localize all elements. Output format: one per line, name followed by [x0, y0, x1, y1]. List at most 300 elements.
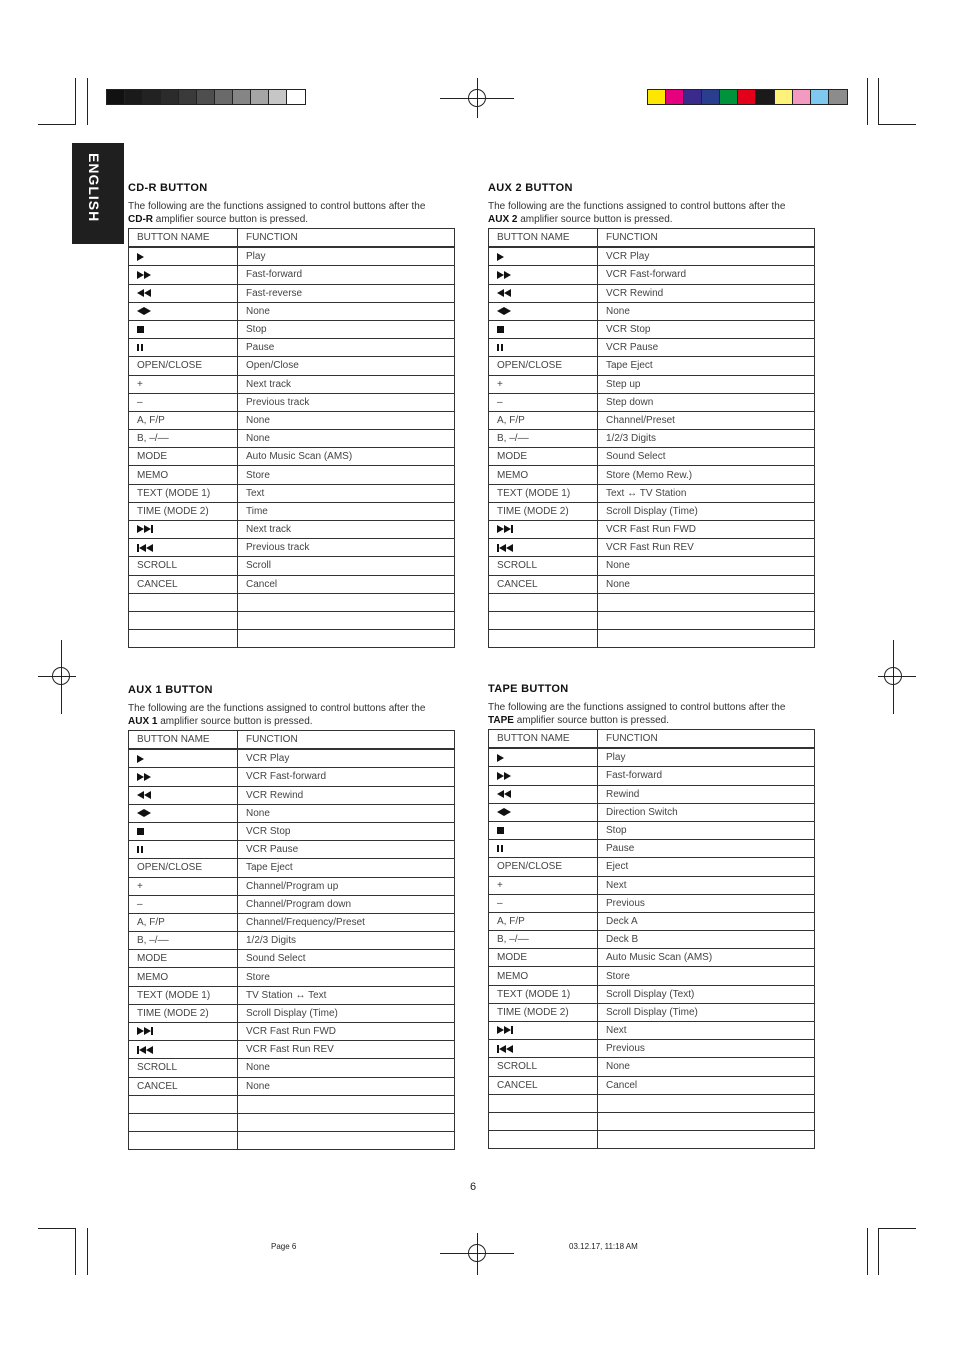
table-row: [129, 1041, 455, 1059]
function-cell: VCR Rewind: [598, 284, 815, 302]
button-name-cell: MODE: [129, 448, 238, 466]
column-header: FUNCTION: [598, 730, 815, 749]
color-swatch: [720, 90, 738, 104]
table-row: [129, 877, 455, 895]
function-cell: [598, 1094, 815, 1112]
direction-icon: [497, 808, 511, 816]
function-cell: Play: [238, 247, 455, 266]
table-row: [129, 1132, 455, 1150]
function-cell: VCR Fast Run FWD: [238, 1023, 455, 1041]
intro-text: The following are the functions assigned to control buttons after the: [128, 201, 426, 212]
table-row: [129, 932, 455, 950]
column-header: BUTTON NAME: [129, 731, 238, 750]
button-name-cell: [129, 284, 238, 302]
section-intro: [128, 702, 455, 728]
function-cell: [238, 1095, 455, 1113]
section-title: CD-R BUTTON: [128, 182, 208, 194]
intro-text: The following are the functions assigned to control buttons after the: [128, 703, 426, 714]
fast-reverse-icon: [137, 791, 151, 799]
table-row: [129, 611, 455, 629]
button-name-cell: [129, 266, 238, 284]
table-row: [129, 247, 455, 266]
function-cell: [238, 1113, 455, 1131]
section-intro: [128, 200, 455, 226]
button-name-cell: [129, 841, 238, 859]
button-name-cell: MODE: [129, 950, 238, 968]
button-name-cell: MODE: [489, 448, 598, 466]
stop-icon: [137, 828, 144, 835]
pause-icon: [497, 344, 505, 351]
button-name-cell: [489, 539, 598, 557]
button-name-cell: [489, 302, 598, 320]
button-name-cell: OPEN/CLOSE: [489, 858, 598, 876]
table-row: [129, 302, 455, 320]
direction-icon: [497, 307, 511, 315]
pause-icon: [137, 846, 145, 853]
crop-mark: [878, 124, 916, 125]
table-row: [129, 393, 455, 411]
table-row: [489, 821, 815, 839]
button-name-cell: –: [489, 894, 598, 912]
table-row: [129, 375, 455, 393]
button-name-cell: [129, 247, 238, 266]
button-name-cell: TEXT (MODE 1): [489, 484, 598, 502]
table-row: [129, 841, 455, 859]
color-swatch: [775, 90, 793, 104]
button-name-cell: B, –/––: [489, 430, 598, 448]
function-cell: Auto Music Scan (AMS): [598, 949, 815, 967]
table-row: [129, 895, 455, 913]
table-row: [129, 320, 455, 338]
crop-mark: [38, 1228, 76, 1229]
button-name-cell: [129, 1113, 238, 1131]
function-cell: VCR Fast-forward: [238, 768, 455, 786]
button-name-cell: TEXT (MODE 1): [489, 985, 598, 1003]
function-cell: Channel/Preset: [598, 411, 815, 429]
function-table: [128, 228, 455, 648]
table-row: [129, 1113, 455, 1131]
color-swatch: [197, 90, 215, 104]
intro-text: amplifier source button is pressed.: [516, 715, 670, 726]
button-name-cell: [489, 266, 598, 284]
footer-page: Page 6: [271, 1242, 297, 1251]
button-name-cell: B, –/––: [489, 931, 598, 949]
function-cell: [238, 1132, 455, 1150]
function-cell: Store: [238, 968, 455, 986]
button-name-cell: [489, 339, 598, 357]
intro-source: TAPE: [488, 715, 514, 726]
function-cell: Scroll Display (Text): [598, 985, 815, 1003]
button-name-cell: [129, 339, 238, 357]
color-swatch: [702, 90, 720, 104]
direction-icon: [137, 809, 151, 817]
table-header: [129, 731, 455, 750]
grayscale-bar: [106, 89, 306, 105]
function-cell: None: [598, 1058, 815, 1076]
section-intro: [488, 200, 815, 226]
button-name-cell: [129, 611, 238, 629]
button-name-cell: [489, 247, 598, 266]
skip-previous-icon: [497, 1045, 513, 1053]
function-cell: Stop: [238, 320, 455, 338]
column-header: BUTTON NAME: [129, 229, 238, 248]
function-cell: Text ↔ TV Station: [598, 484, 815, 502]
table-row: [489, 502, 815, 520]
crop-mark: [878, 1228, 879, 1275]
table-row: [129, 950, 455, 968]
column-header: BUTTON NAME: [489, 229, 598, 248]
table-row: [489, 876, 815, 894]
table-row: [489, 985, 815, 1003]
table-row: [129, 786, 455, 804]
fast-forward-icon: [497, 772, 511, 780]
table-row: [489, 748, 815, 767]
cdr-section: [128, 182, 455, 648]
intro-source: CD-R: [128, 214, 153, 225]
button-name-cell: SCROLL: [129, 557, 238, 575]
button-name-cell: –: [129, 895, 238, 913]
button-name-cell: [489, 1022, 598, 1040]
function-cell: Next track: [238, 521, 455, 539]
button-name-cell: [129, 1041, 238, 1059]
table-row: [489, 575, 815, 593]
function-cell: Cancel: [598, 1076, 815, 1094]
button-name-cell: [129, 786, 238, 804]
button-name-cell: [129, 1023, 238, 1041]
button-name-cell: [129, 822, 238, 840]
function-cell: [598, 1131, 815, 1149]
tape-section: [488, 683, 815, 1149]
color-swatch: [738, 90, 756, 104]
crop-mark: [87, 1228, 88, 1275]
button-name-cell: +: [129, 877, 238, 895]
table-row: [489, 858, 815, 876]
button-name-cell: [489, 593, 598, 611]
intro-text: amplifier source button is pressed.: [155, 214, 309, 225]
function-cell: None: [238, 1059, 455, 1077]
function-cell: Fast-forward: [238, 266, 455, 284]
page-number: 6: [470, 1181, 477, 1193]
button-name-cell: [489, 1040, 598, 1058]
table-row: [489, 339, 815, 357]
skip-previous-icon: [497, 544, 513, 552]
button-name-cell: [489, 1094, 598, 1112]
function-cell: Open/Close: [238, 357, 455, 375]
button-name-cell: OPEN/CLOSE: [129, 859, 238, 877]
fast-forward-icon: [137, 773, 151, 781]
button-name-cell: [129, 768, 238, 786]
table-row: [489, 1112, 815, 1130]
color-swatch: [684, 90, 702, 104]
registration-line: [38, 676, 76, 677]
skip-next-icon: [137, 525, 153, 533]
button-name-cell: [489, 611, 598, 629]
table-row: [489, 1094, 815, 1112]
color-swatch: [251, 90, 269, 104]
table-row: [489, 411, 815, 429]
button-name-cell: A, F/P: [489, 912, 598, 930]
button-name-cell: TIME (MODE 2): [129, 502, 238, 520]
language-label: ENGLISH: [86, 153, 102, 223]
table-row: [489, 393, 815, 411]
function-cell: None: [238, 430, 455, 448]
table-row: [489, 803, 815, 821]
direction-icon: [137, 307, 151, 315]
crop-mark: [867, 1228, 868, 1275]
table-row: [489, 894, 815, 912]
button-name-cell: SCROLL: [129, 1059, 238, 1077]
fast-reverse-icon: [497, 790, 511, 798]
button-name-cell: TIME (MODE 2): [129, 1004, 238, 1022]
button-name-cell: TEXT (MODE 1): [129, 986, 238, 1004]
function-cell: 1/2/3 Digits: [238, 932, 455, 950]
registration-line: [893, 640, 894, 714]
button-name-cell: [489, 767, 598, 785]
fast-forward-icon: [497, 271, 511, 279]
function-cell: None: [598, 302, 815, 320]
table-row: [489, 557, 815, 575]
function-cell: Previous track: [238, 393, 455, 411]
function-cell: Fast-forward: [598, 767, 815, 785]
crop-mark: [87, 78, 88, 125]
button-name-cell: [489, 1112, 598, 1130]
button-name-cell: CANCEL: [489, 575, 598, 593]
table-row: [489, 1076, 815, 1094]
function-cell: Text: [238, 484, 455, 502]
table-row: [489, 931, 815, 949]
button-name-cell: +: [129, 375, 238, 393]
table-row: [129, 357, 455, 375]
table-row: [129, 1004, 455, 1022]
button-name-cell: MEMO: [489, 466, 598, 484]
aux1-section: [128, 684, 455, 1150]
color-swatch: [648, 90, 666, 104]
table-row: [489, 266, 815, 284]
function-cell: TV Station ↔ Text: [238, 986, 455, 1004]
table-row: [129, 859, 455, 877]
color-swatch: [179, 90, 197, 104]
function-cell: VCR Fast Run REV: [238, 1041, 455, 1059]
pause-icon: [137, 344, 145, 351]
color-swatch: [287, 90, 305, 104]
crop-mark: [75, 1228, 76, 1275]
skip-previous-icon: [137, 544, 153, 552]
function-cell: Sound Select: [598, 448, 815, 466]
table-row: [489, 1040, 815, 1058]
button-name-cell: [489, 1131, 598, 1149]
table-row: [489, 448, 815, 466]
play-icon: [497, 253, 504, 261]
table-row: [489, 247, 815, 266]
play-icon: [497, 754, 504, 762]
table-row: [129, 521, 455, 539]
button-name-cell: [129, 749, 238, 768]
function-cell: Sound Select: [238, 950, 455, 968]
button-name-cell: [489, 803, 598, 821]
function-cell: Time: [238, 502, 455, 520]
function-cell: [238, 611, 455, 629]
intro-text: amplifier source button is pressed.: [520, 214, 673, 225]
button-name-cell: [489, 785, 598, 803]
button-name-cell: CANCEL: [489, 1076, 598, 1094]
table-row: [129, 539, 455, 557]
function-cell: Rewind: [598, 785, 815, 803]
crop-mark: [867, 78, 868, 125]
play-icon: [137, 755, 144, 763]
button-name-cell: A, F/P: [489, 411, 598, 429]
table-row: [129, 502, 455, 520]
function-cell: Next: [598, 876, 815, 894]
function-cell: [598, 630, 815, 648]
language-tab: [72, 143, 124, 244]
function-cell: Previous: [598, 1040, 815, 1058]
intro-text: The following are the functions assigned to control buttons after the: [488, 201, 786, 212]
table-row: [489, 967, 815, 985]
function-table: [128, 730, 455, 1150]
function-cell: VCR Play: [238, 749, 455, 768]
table-row: [489, 912, 815, 930]
function-cell: Step up: [598, 375, 815, 393]
function-cell: None: [238, 804, 455, 822]
aux2-section: [488, 182, 815, 648]
button-name-cell: MODE: [489, 949, 598, 967]
button-name-cell: +: [489, 375, 598, 393]
button-name-cell: [489, 821, 598, 839]
table-row: [489, 593, 815, 611]
function-cell: [598, 593, 815, 611]
color-swatch: [269, 90, 287, 104]
color-swatch: [811, 90, 829, 104]
table-row: [489, 521, 815, 539]
table-row: [489, 785, 815, 803]
function-cell: Pause: [598, 840, 815, 858]
button-name-cell: [489, 748, 598, 767]
function-cell: VCR Play: [598, 247, 815, 266]
fast-forward-icon: [137, 271, 151, 279]
table-row: [129, 630, 455, 648]
button-name-cell: B, –/––: [129, 430, 238, 448]
color-swatch: [143, 90, 161, 104]
table-row: [129, 575, 455, 593]
button-name-cell: CANCEL: [129, 1077, 238, 1095]
table-row: [489, 375, 815, 393]
button-name-cell: SCROLL: [489, 557, 598, 575]
fast-reverse-icon: [137, 289, 151, 297]
function-cell: Store: [598, 967, 815, 985]
color-swatch: [233, 90, 251, 104]
intro-text: The following are the functions assigned to control buttons after the: [488, 702, 786, 713]
button-name-cell: MEMO: [129, 466, 238, 484]
function-cell: VCR Pause: [238, 841, 455, 859]
table-row: [489, 1131, 815, 1149]
button-name-cell: [129, 320, 238, 338]
color-swatch: [215, 90, 233, 104]
column-header: BUTTON NAME: [489, 730, 598, 749]
column-header: FUNCTION: [238, 229, 455, 248]
intro-text: amplifier source button is pressed.: [160, 716, 313, 727]
play-icon: [137, 253, 144, 261]
table-header: [489, 730, 815, 749]
button-name-cell: [489, 320, 598, 338]
table-row: [129, 266, 455, 284]
table-row: [129, 768, 455, 786]
stop-icon: [497, 827, 504, 834]
table-row: [489, 1022, 815, 1040]
table-row: [129, 448, 455, 466]
function-cell: [238, 593, 455, 611]
color-swatch: [756, 90, 774, 104]
intro-source: AUX 2: [488, 214, 518, 225]
function-cell: None: [238, 302, 455, 320]
button-name-cell: [129, 804, 238, 822]
intro-source: AUX 1: [128, 716, 158, 727]
function-cell: Channel/Program up: [238, 877, 455, 895]
function-cell: None: [598, 575, 815, 593]
function-cell: Cancel: [238, 575, 455, 593]
footer-timestamp: 03.12.17, 11:18 AM: [569, 1242, 638, 1251]
function-cell: Channel/Frequency/Preset: [238, 913, 455, 931]
skip-previous-icon: [137, 1046, 153, 1054]
function-cell: Channel/Program down: [238, 895, 455, 913]
function-cell: Store (Memo Rew.): [598, 466, 815, 484]
button-name-cell: SCROLL: [489, 1058, 598, 1076]
function-cell: VCR Stop: [238, 822, 455, 840]
function-cell: Tape Eject: [238, 859, 455, 877]
button-name-cell: [489, 840, 598, 858]
button-name-cell: TIME (MODE 2): [489, 1003, 598, 1021]
function-cell: VCR Stop: [598, 320, 815, 338]
table-row: [129, 913, 455, 931]
registration-line: [477, 1233, 478, 1275]
table-row: [489, 466, 815, 484]
table-row: [129, 466, 455, 484]
button-name-cell: [129, 539, 238, 557]
function-cell: VCR Fast Run REV: [598, 539, 815, 557]
function-cell: Step down: [598, 393, 815, 411]
column-header: FUNCTION: [238, 731, 455, 750]
section-intro: [488, 701, 815, 727]
function-cell: Store: [238, 466, 455, 484]
function-cell: Next: [598, 1022, 815, 1040]
pause-icon: [497, 845, 505, 852]
registration-line: [878, 676, 916, 677]
skip-next-icon: [137, 1027, 153, 1035]
function-cell: Scroll: [238, 557, 455, 575]
button-name-cell: [489, 630, 598, 648]
color-swatch: [793, 90, 811, 104]
function-cell: Direction Switch: [598, 803, 815, 821]
table-row: [489, 484, 815, 502]
table-header: [129, 229, 455, 248]
table-row: [489, 1058, 815, 1076]
function-cell: VCR Pause: [598, 339, 815, 357]
button-name-cell: –: [489, 393, 598, 411]
stop-icon: [137, 326, 144, 333]
table-row: [489, 539, 815, 557]
color-swatch: [666, 90, 684, 104]
function-cell: VCR Fast Run FWD: [598, 521, 815, 539]
button-name-cell: A, F/P: [129, 411, 238, 429]
function-cell: [598, 1112, 815, 1130]
table-row: [129, 1095, 455, 1113]
table-row: [129, 822, 455, 840]
function-cell: Next track: [238, 375, 455, 393]
function-cell: None: [238, 411, 455, 429]
crop-mark: [878, 1228, 916, 1229]
table-row: [129, 430, 455, 448]
button-name-cell: [129, 1095, 238, 1113]
function-cell: 1/2/3 Digits: [598, 430, 815, 448]
